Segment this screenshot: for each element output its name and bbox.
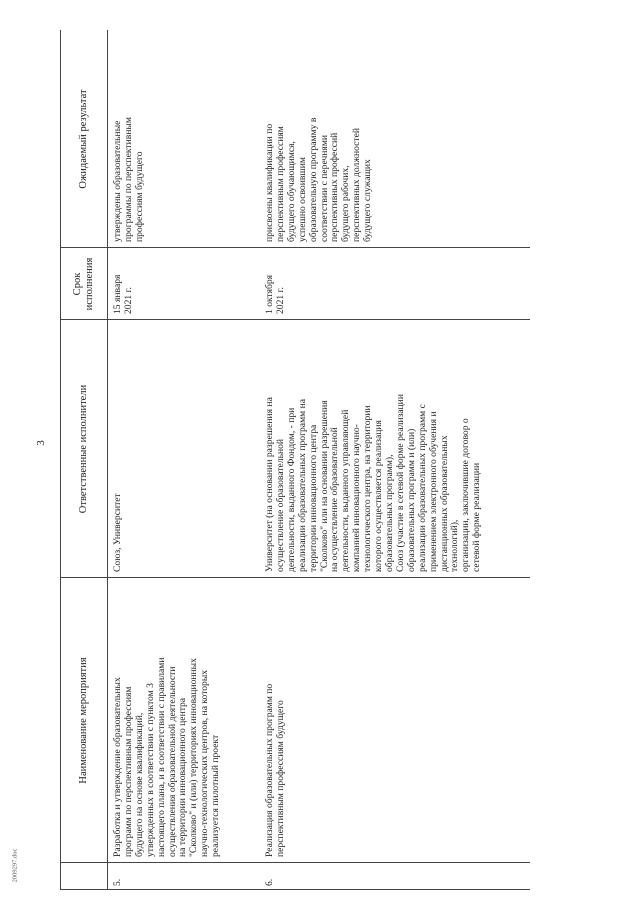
row-6-deadline: 1 октября 2021 г. [264,274,286,314]
row-5-deadline: 15 января 2021 г. [112,274,134,314]
row-5-result: утверждены образовательные программы по перспективным профессиям будущего [112,117,145,242]
footer-doc-code: 2009297.doc [11,848,19,883]
column-divider [60,247,530,248]
events-table [60,30,530,890]
column-divider [60,319,530,320]
header-divider [107,30,108,890]
table-border-left [60,889,530,890]
row-6-event: Реализация образовательных программ по перспективным профессиям будущего [264,683,286,857]
header-executors: Ответственные исполнители [77,384,89,514]
column-divider [60,862,530,863]
header-event-name: Наименование мероприятия [77,657,89,784]
row-5-number: 5. [112,878,123,886]
row-6-executors: Университет (на основании разрешения на осуществление образовательной деятельности, выданного Фондом, - при реализации образовательных программ на территории инновационного центра "Сколково" или на основании разрешения на осуществление образовательной деятельности, выданного управляющей компанией инновационного научно- технологического центра, на территории которого осуществляется реализация образовательных программ), Союз (участие в сетевой форме реализации образовательных программ и (или) реализации образовательных программ с применением электронного обучения и дистанционных образовательных технологий), организации, заключившие договор о сетевой форме реализации [264,394,483,572]
row-5-event: Разработка и утверждение образовательных программ по перспективным профессиям будущего на основе квалификаций, утвержденных в соответствии с пунктом 3 настоящего плана, и в соответствии с правилами осуществления образовательной деятельности на территории инновационного центра "Сколково" и (или) территориях инновационных научно-технологических центров, на которых реализуется пилотный проект [112,657,222,857]
page-number: 3 [34,440,47,446]
header-deadline: Срок исполнения [71,257,95,311]
rotated-table-region [60,30,530,890]
row-6-result: присвоены квалификации по перспективным профессиям будущего обучающимся, успешно освоившим образовательную программу в соответствии с перечнями перспективных профессий будущего рабочих, перспективных должностей будущего служащих [264,117,374,242]
row-6-number: 6. [264,878,275,886]
row-5-executors: Союз, Университет [112,493,123,572]
header-expected-result: Ожидаемый результат [77,89,89,189]
